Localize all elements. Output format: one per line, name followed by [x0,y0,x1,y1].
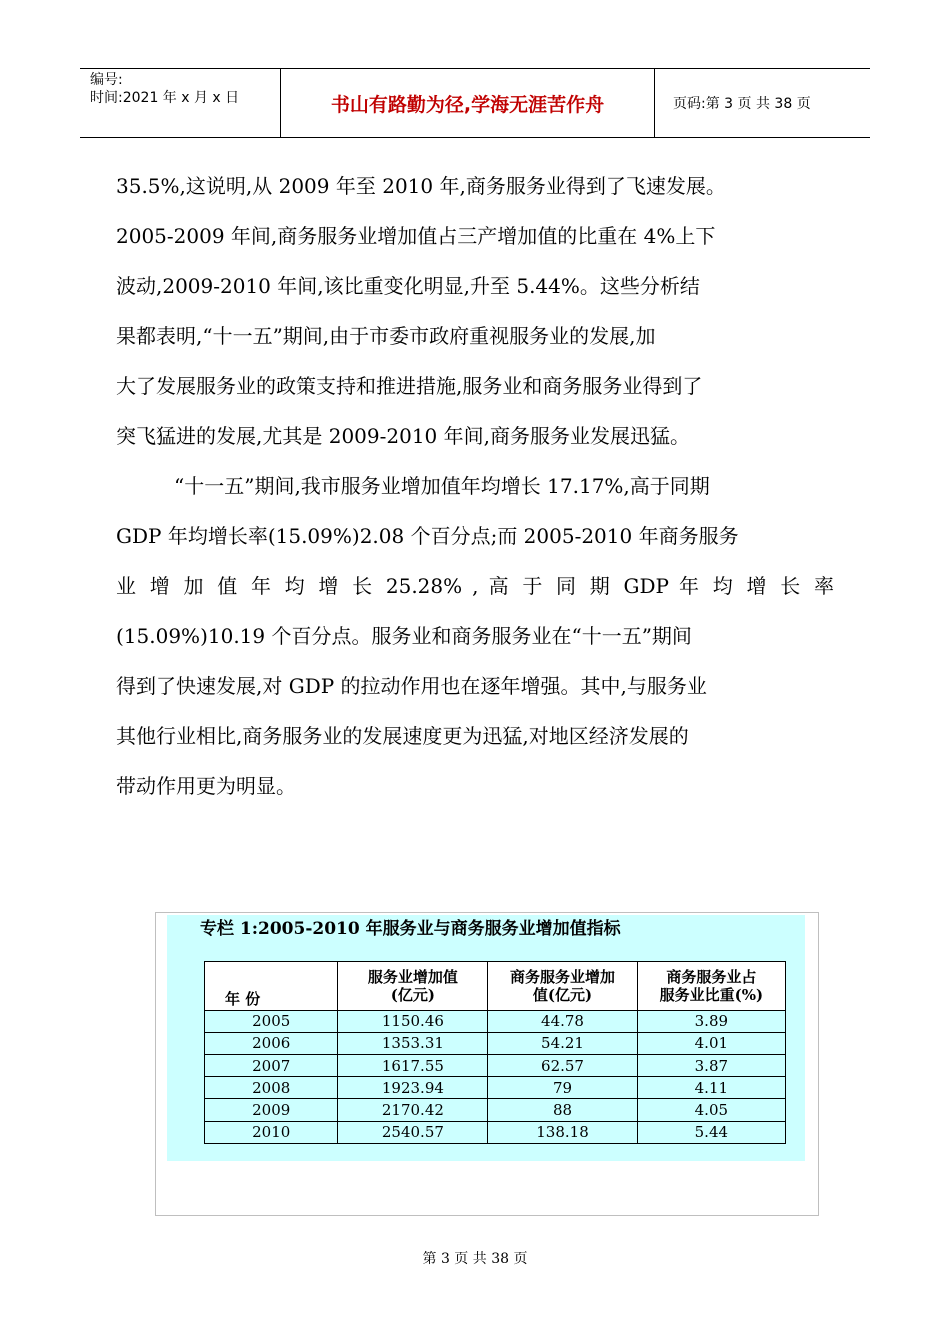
cell-ratio: 3.87 [637,1055,785,1077]
paragraph-line: GDP 年均增长率(15.09%)2.08 个百分点;而 2005-2010 年商务服务 [116,524,739,548]
cell-ratio: 4.05 [637,1099,785,1121]
header-page-info [665,69,870,137]
table-header-row [205,962,786,1011]
cell-service: 1150.46 [338,1010,488,1032]
header-ratio-line2: 服务业比重(%) [659,985,764,1004]
cell-year: 2008 [205,1077,338,1099]
cell-year: 2010 [205,1121,338,1143]
paragraph-line: (15.09%)10.19 个百分点。服务业和商务服务业在“十一五”期间 [116,624,692,648]
paragraph-line: 大了发展服务业的政策支持和推进措施,服务业和商务服务业得到了 [116,374,703,398]
cell-year: 2007 [205,1055,338,1077]
header-business-line2: 值(亿元) [532,985,593,1004]
cell-service: 1923.94 [338,1077,488,1099]
table-row [205,1032,786,1054]
paragraph-line: 业 增 加 值 年 均 增 长 25.28% , 高 于 同 期 GDP 年 均 增 长 率 [116,574,834,598]
data-table [204,961,786,1144]
header-service-line1: 服务业增加值 [367,967,458,986]
cell-service: 2170.42 [338,1099,488,1121]
table-row [205,1077,786,1099]
document-number-label: 编号: [90,72,123,88]
table-row [205,1121,786,1143]
paragraph-line: 果都表明,“十一五”期间,由于市委市政府重视服务业的发展,加 [116,324,656,348]
header-year: 年 份 [205,962,338,1011]
cell-year: 2006 [205,1032,338,1054]
cell-business: 54.21 [488,1032,637,1054]
header-motto: 书山有路勤为径,学海无涯苦作舟 [281,69,655,137]
cell-business: 138.18 [488,1121,637,1143]
cell-year: 2009 [205,1099,338,1121]
cell-business: 88 [488,1099,637,1121]
paragraph-line: 带动作用更为明显。 [116,774,296,798]
page-footer: 第 3 页 共 38 页 [422,1251,528,1267]
paragraph-line: 其他行业相比,商务服务业的发展速度更为迅猛,对地区经济发展的 [116,724,689,748]
paragraph-line: 2005-2009 年间,商务服务业增加值占三产增加值的比重在 4%上下 [116,224,716,248]
paragraph-line: 突飞猛进的发展,尤其是 2009-2010 年间,商务服务业发展迅猛。 [116,424,690,448]
header-service-line2: (亿元) [390,985,435,1004]
cell-service: 2540.57 [338,1121,488,1143]
header-ratio [637,962,785,1011]
header-page-info-text: 页码:第 3 页 共 38 页 [673,96,811,112]
header-meta [80,69,281,137]
cell-service: 1617.55 [338,1055,488,1077]
cell-business: 62.57 [488,1055,637,1077]
cell-business: 44.78 [488,1010,637,1032]
header-ratio-line1: 商务服务业占 [666,967,757,986]
cell-ratio: 5.44 [637,1121,785,1143]
paragraph-line: 得到了快速发展,对 GDP 的拉动作用也在逐年增强。其中,与服务业 [116,674,707,698]
document-time-label: 时间:2021 年 x 月 x 日 [90,90,240,106]
table-row [205,1099,786,1121]
header-service-value [338,962,488,1011]
paragraph-line: 35.5%,这说明,从 2009 年至 2010 年,商务服务业得到了飞速发展。 [116,174,726,198]
table-row [205,1055,786,1077]
cell-business: 79 [488,1077,637,1099]
cell-year: 2005 [205,1010,338,1032]
cell-ratio: 4.01 [637,1032,785,1054]
header-business-line1: 商务服务业增加 [510,967,616,986]
cell-ratio: 3.89 [637,1010,785,1032]
paragraph-line: “十一五”期间,我市服务业增加值年均增长 17.17%,高于同期 [174,474,710,498]
cell-service: 1353.31 [338,1032,488,1054]
table-caption: 专栏 1:2005-2010 年服务业与商务服务业增加值指标 [200,919,621,939]
page-header [80,68,870,138]
paragraph-line: 波动,2009-2010 年间,该比重变化明显,升至 5.44%。这些分析结 [116,274,700,298]
table-row [205,1010,786,1032]
header-business-value [488,962,637,1011]
cell-ratio: 4.11 [637,1077,785,1099]
